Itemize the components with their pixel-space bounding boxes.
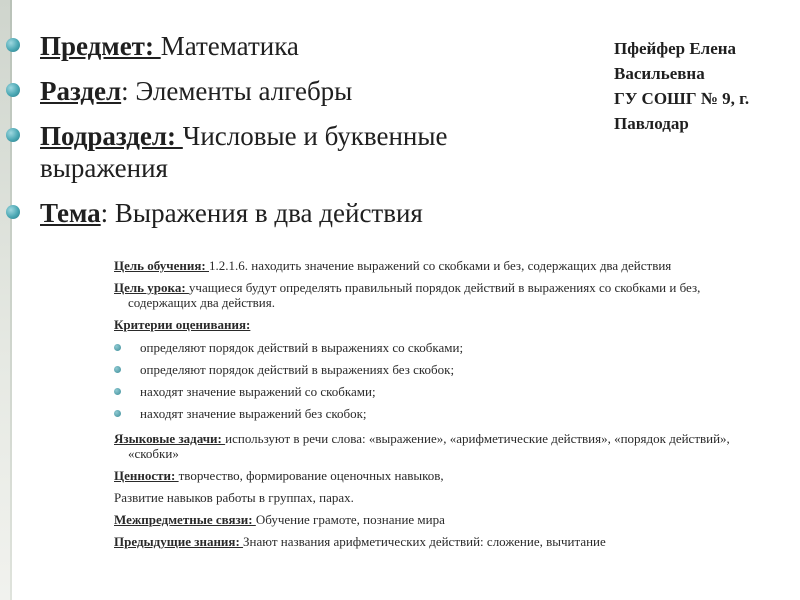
author-block <box>614 36 794 136</box>
bullet-icon <box>114 410 121 417</box>
goal-lesson-text: учащиеся будут определять правильный порядок действий в выражениях со скобками и без, содержащих два действия. <box>128 280 701 310</box>
bullet-icon <box>6 83 20 97</box>
author-name-line2: Васильевна <box>614 64 705 83</box>
topic-section <box>0 75 560 107</box>
bullet-icon <box>6 205 20 219</box>
bullet-icon <box>6 38 20 52</box>
topic-value: Математика <box>160 31 299 61</box>
prior-knowledge <box>114 534 754 549</box>
goal-lesson <box>114 280 754 310</box>
criteria-list <box>114 340 754 421</box>
values-text: творчество, формирование оценочных навыков, <box>178 468 444 483</box>
topic-label: Подраздел: <box>40 121 183 151</box>
language-tasks <box>114 431 754 461</box>
language-tasks-text: используют в речи слова: «выражение», «арифметические действия», «порядок действий», «скобки» <box>128 431 730 461</box>
topic-theme <box>0 197 560 229</box>
list-item <box>114 362 754 377</box>
bullet-icon <box>114 388 121 395</box>
topic-list <box>0 30 560 242</box>
values-label: Ценности: <box>114 468 179 483</box>
prior-knowledge-text: Знают названия арифметических действий: сложение, вычитание <box>243 534 606 549</box>
bullet-icon <box>114 366 121 373</box>
goal-learning-text: 1.2.1.6. находить значение выражений со скобками и без, содержащих два действия <box>209 258 672 273</box>
list-item <box>114 406 754 421</box>
bullet-icon <box>114 344 121 351</box>
cross-links-label: Межпредметные связи: <box>114 512 256 527</box>
prior-knowledge-label: Предыдущие знания: <box>114 534 244 549</box>
topic-label: Раздел <box>40 76 122 106</box>
language-tasks-label: Языковые задачи: <box>114 431 226 446</box>
topic-value: : Элементы алгебры <box>121 76 353 106</box>
list-item <box>114 384 754 399</box>
criteria-text: определяют порядок действий в выражениях со скобками; <box>140 340 464 355</box>
goal-lesson-label: Цель урока: <box>114 280 189 295</box>
list-item <box>114 340 754 355</box>
criteria-heading: Критерии оценивания: <box>114 317 251 332</box>
goal-learning-label: Цель обучения: <box>114 258 209 273</box>
topic-value: Числовые и буквенные выражения <box>40 121 448 183</box>
cross-links-text: Обучение грамоте, познание мира <box>255 512 445 527</box>
skills-line: Развитие навыков работы в группах, парах. <box>114 490 354 505</box>
criteria-text: находят значение выражений без скобок; <box>140 406 367 421</box>
values <box>114 468 754 483</box>
criteria-text: находят значение выражений со скобками; <box>140 384 376 399</box>
author-city-line: Павлодар <box>614 114 689 133</box>
cross-links <box>114 512 754 527</box>
topic-subsection <box>0 120 560 184</box>
goal-learning <box>114 258 754 273</box>
topic-value: : Выражения в два действия <box>100 198 423 228</box>
author-school-line: ГУ СОШГ № 9, г. <box>614 89 750 108</box>
topic-subject <box>0 30 560 62</box>
bullet-icon <box>6 128 20 142</box>
lesson-details <box>114 258 754 556</box>
topic-label: Предмет: <box>40 31 161 61</box>
author-name-line1: Пфейфер Елена <box>614 39 737 58</box>
topic-label: Тема <box>40 198 101 228</box>
criteria-text: определяют порядок действий в выражениях без скобок; <box>140 362 455 377</box>
